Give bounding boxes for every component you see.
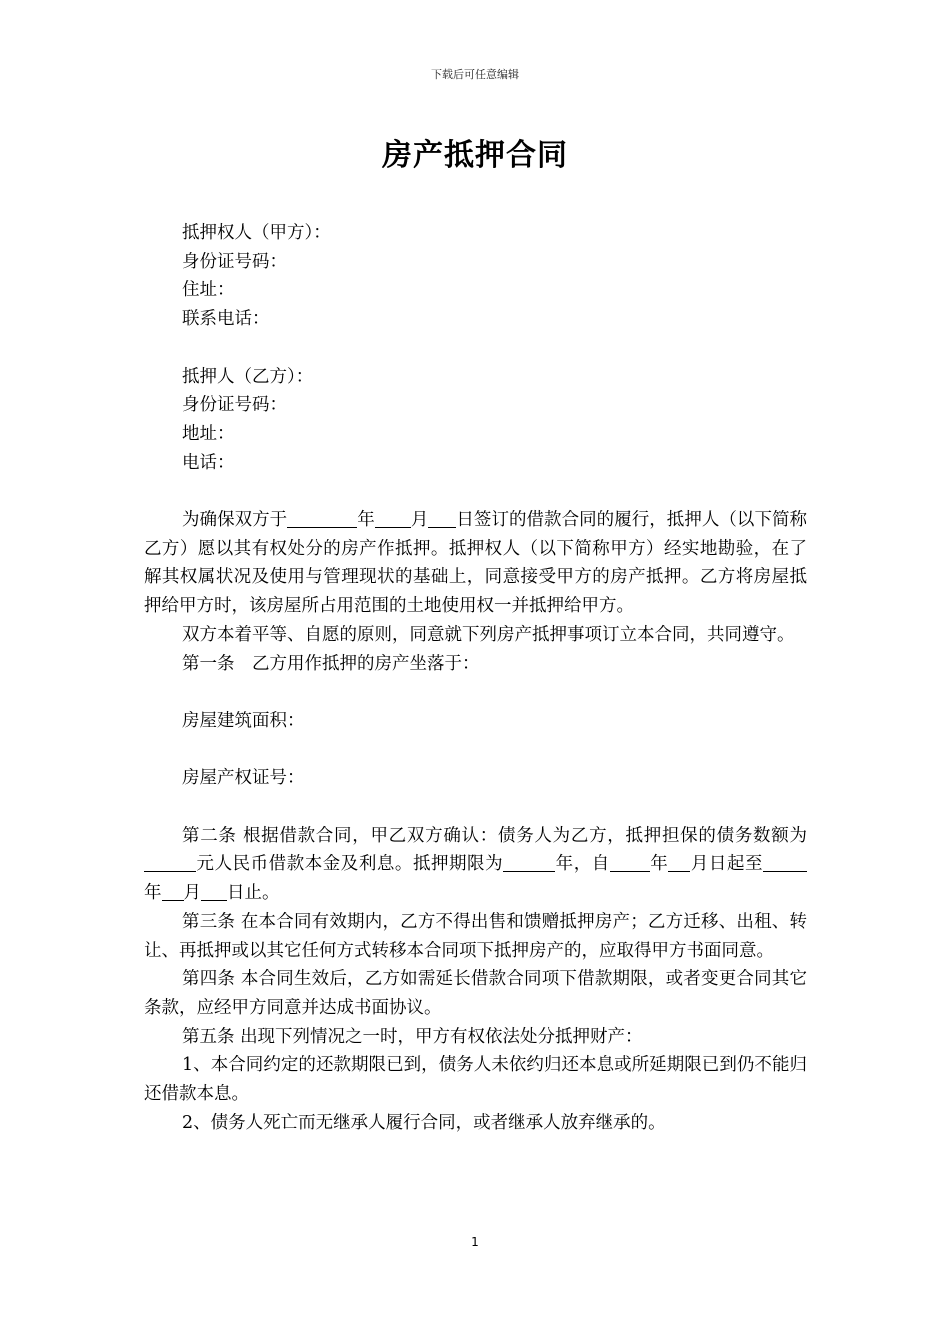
- page-number: 1: [471, 1235, 479, 1249]
- article-4: 第四条 本合同生效后，乙方如需延长借款合同项下借款期限，或者变更合同其它条款，应经甲方同意并达成书面协议。: [144, 969, 807, 1018]
- article-5-item-1: 1、本合同约定的还款期限已到，债务人未依约归还本息或所延期限已到仍不能归还借款本息。: [144, 1055, 807, 1105]
- date-month-blank: [375, 509, 411, 528]
- debt-amount-blank: [144, 853, 196, 872]
- date-day-blank: [428, 509, 456, 528]
- preamble-paragraph-2: 双方本着平等、自愿的原则，同意就下列房产抵押事项订立本合同，共同遵守。: [182, 624, 795, 645]
- start-year-blank: [610, 853, 650, 872]
- end-day-blank: [201, 882, 227, 901]
- article-3: 第三条 在本合同有效期内，乙方不得出售和馈赠抵押房产；乙方迁移、出租、转让、再抵押或以其它任何方式转移本合同项下抵押房产的，应取得甲方书面同意。: [144, 911, 807, 961]
- article-2: 第二条 根据借款合同，甲乙双方确认：债务人为乙方，抵押担保的债务数额为元人民币借款本金及利息。抵押期限为 年，自 年 月日起至年 月 日止。: [144, 825, 807, 904]
- header-note: 下载后可任意编辑: [431, 68, 519, 81]
- article-1: 第一条 乙方用作抵押的房产坐落于：: [182, 653, 480, 674]
- property-cert-label: 房屋产权证号：: [182, 768, 305, 789]
- party-a-address-label: 住址：: [182, 280, 235, 301]
- term-years-blank: [503, 853, 555, 872]
- party-a-id-label: 身份证号码：: [182, 251, 287, 272]
- party-b-id-label: 身份证号码：: [182, 395, 287, 416]
- end-month-blank: [162, 882, 184, 901]
- party-b-address-label: 地址：: [182, 423, 235, 444]
- article-5: 第五条 出现下列情况之一时，甲方有权依法处分抵押财产：: [182, 1026, 643, 1047]
- preamble-paragraph-1: 为确保双方于 年 月 日签订的借款合同的履行，抵押人（以下简称乙方）愿以其有权处分的房产作抵押。抵押权人（以下简称甲方）经实地勘验，在了解其权属状况及使用与管理现状的基础上，同意接受甲方的房产抵押。乙方将房屋抵押给甲方时，该房屋所占用范围的土地使用权一并抵押给甲方。: [144, 510, 808, 617]
- building-area-label: 房屋建筑面积：: [182, 710, 305, 731]
- end-year-blank: [763, 853, 807, 872]
- start-month-blank: [668, 853, 690, 872]
- party-b-name-label: 抵押人（乙方）：: [182, 366, 314, 387]
- party-a-name-label: 抵押权人（甲方）：: [182, 223, 331, 243]
- article-5-item-2: 2、债务人死亡而无继承人履行合同，或者继承人放弃继承的。: [182, 1112, 666, 1133]
- party-b-phone-label: 电话：: [182, 452, 235, 473]
- party-a-phone-label: 联系电话：: [182, 309, 270, 330]
- date-year-blank: [287, 509, 357, 528]
- document-title: 房产抵押合同: [382, 138, 568, 173]
- contract-body: [144, 219, 807, 1137]
